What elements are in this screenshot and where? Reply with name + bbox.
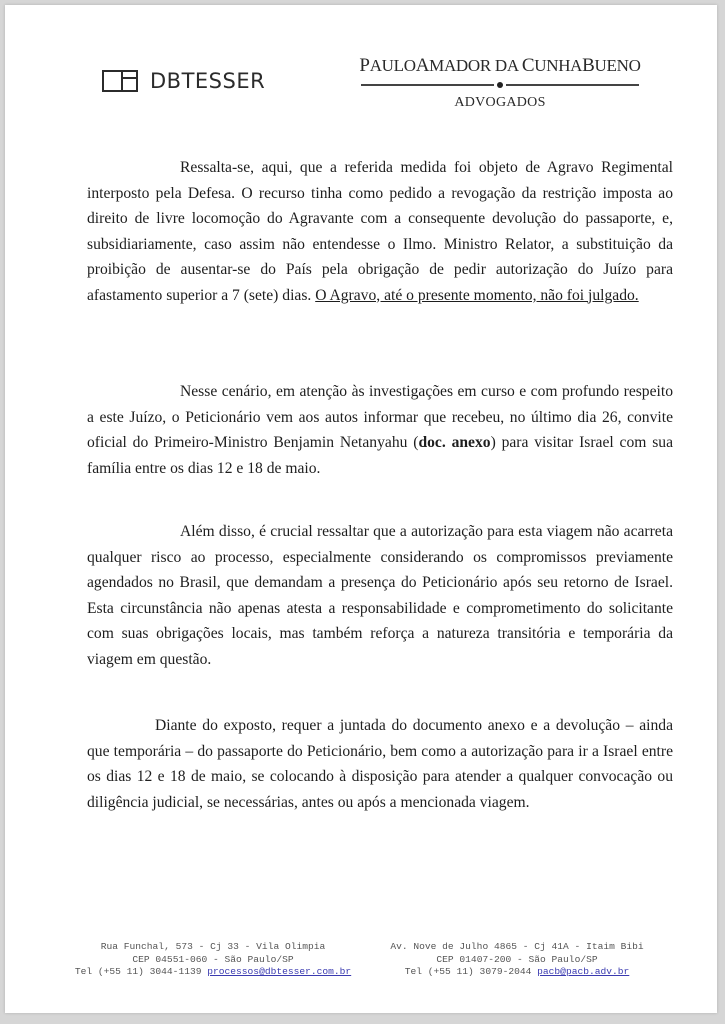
firm-divider [361,81,639,89]
underlined-statement: O Agravo, até o presente momento, não foi julgado. [315,286,639,304]
footer-cep-line: CEP 04551-060 - São Paulo/SP [132,953,294,965]
footer-address-line: Rua Funchal, 573 - Cj 33 - Vila Olimpia [100,941,326,952]
document-page [5,5,717,1013]
footer-phone: Tel (+55 11) 3079-2044 [404,966,532,977]
firm-name-word: AMADOR [415,55,491,76]
footer-email-link[interactable]: pacb@pacb.adv.br [537,966,630,977]
firm-name-word: PAULO [359,55,416,76]
paragraph-invitation [87,379,673,481]
window-grid-icon [102,70,138,92]
footer-address-pacb [367,941,667,979]
footer-address-line: Av. Nove de Julho 4865 - Cj 41A - Itaim Bibi [390,941,644,952]
dbtesser-logo-text: DBTESSER [150,69,266,93]
paragraph-no-risk [87,519,673,672]
firm-name-word: CUNHA [521,55,583,76]
footer-email-link[interactable]: processos@dbtesser.com.br [207,966,352,977]
paragraph-text: Além disso, é crucial ressaltar que a autorização para esta viagem não acarreta qualquer risco ao processo, especialmente considerando os compromissos previamente agendados no Brasil, que demandam a presença do Peticionário após seu retorno de Israel. Esta circunstância não apenas atesta a responsabilidade e comprometimento do solicitante com suas obrigações locais, mas também reforça a natureza transitória e temporária da viagem em questão. [87,523,673,668]
pacb-logo [357,55,643,111]
firm-subtitle: ADVOGADOS [454,95,546,110]
paragraph-text: Ressalta-se, aqui, que a referida medida foi objeto de Agravo Regimental interposto pela Defesa. O recurso tinha como pedido a revogação da restrição imposta ao direito de livre locomoção do Agravante com a consequente devolução do passaporte, e, subsidiariamente, caso assim não entendesse o Ilmo. Ministro Relator, a substituição da proibição de ausentar-se do País pela obrigação de pedir autorização do Juízo para afastamento superior a 7 (sete) dias. [87,159,673,304]
firm-name-word: BUENO [582,55,641,76]
paragraph-request [87,713,673,815]
footer-address-dbtesser [63,941,363,979]
paragraph-text: Nesse cenário, em atenção às investigações em curso e com profundo respeito a este Juízo, o Peticionário vem aos autos informar que recebeu, no último dia 26, convite oficial do Primeiro-Ministro Benjamin Netanyahu ( [87,383,673,451]
footer-cep-line: CEP 01407-200 - São Paulo/SP [436,953,598,965]
firm-name-word: DA [494,56,518,75]
paragraph-text: ) para visitar Israel com sua família entre os dias 12 e 18 de maio. [87,434,673,477]
firm-name [357,55,643,77]
dbtesser-logo [102,67,265,95]
divider-dot-icon [497,82,503,88]
paragraph-text: Diante do exposto, requer a juntada do documento anexo e a devolução – ainda que temporária – do passaporte do Peticionário, bem como a autorização para ir a Israel entre os dias 12 e 18 de maio, se colocando à disposição para atender a qualquer convocação ou diligência judicial, se necessárias, antes ou após a mencionada viagem. [87,717,673,811]
bold-reference: doc. anexo [418,434,491,451]
footer-phone: Tel (+55 11) 3044-1139 [74,966,202,977]
paragraph-agravo [87,155,673,308]
